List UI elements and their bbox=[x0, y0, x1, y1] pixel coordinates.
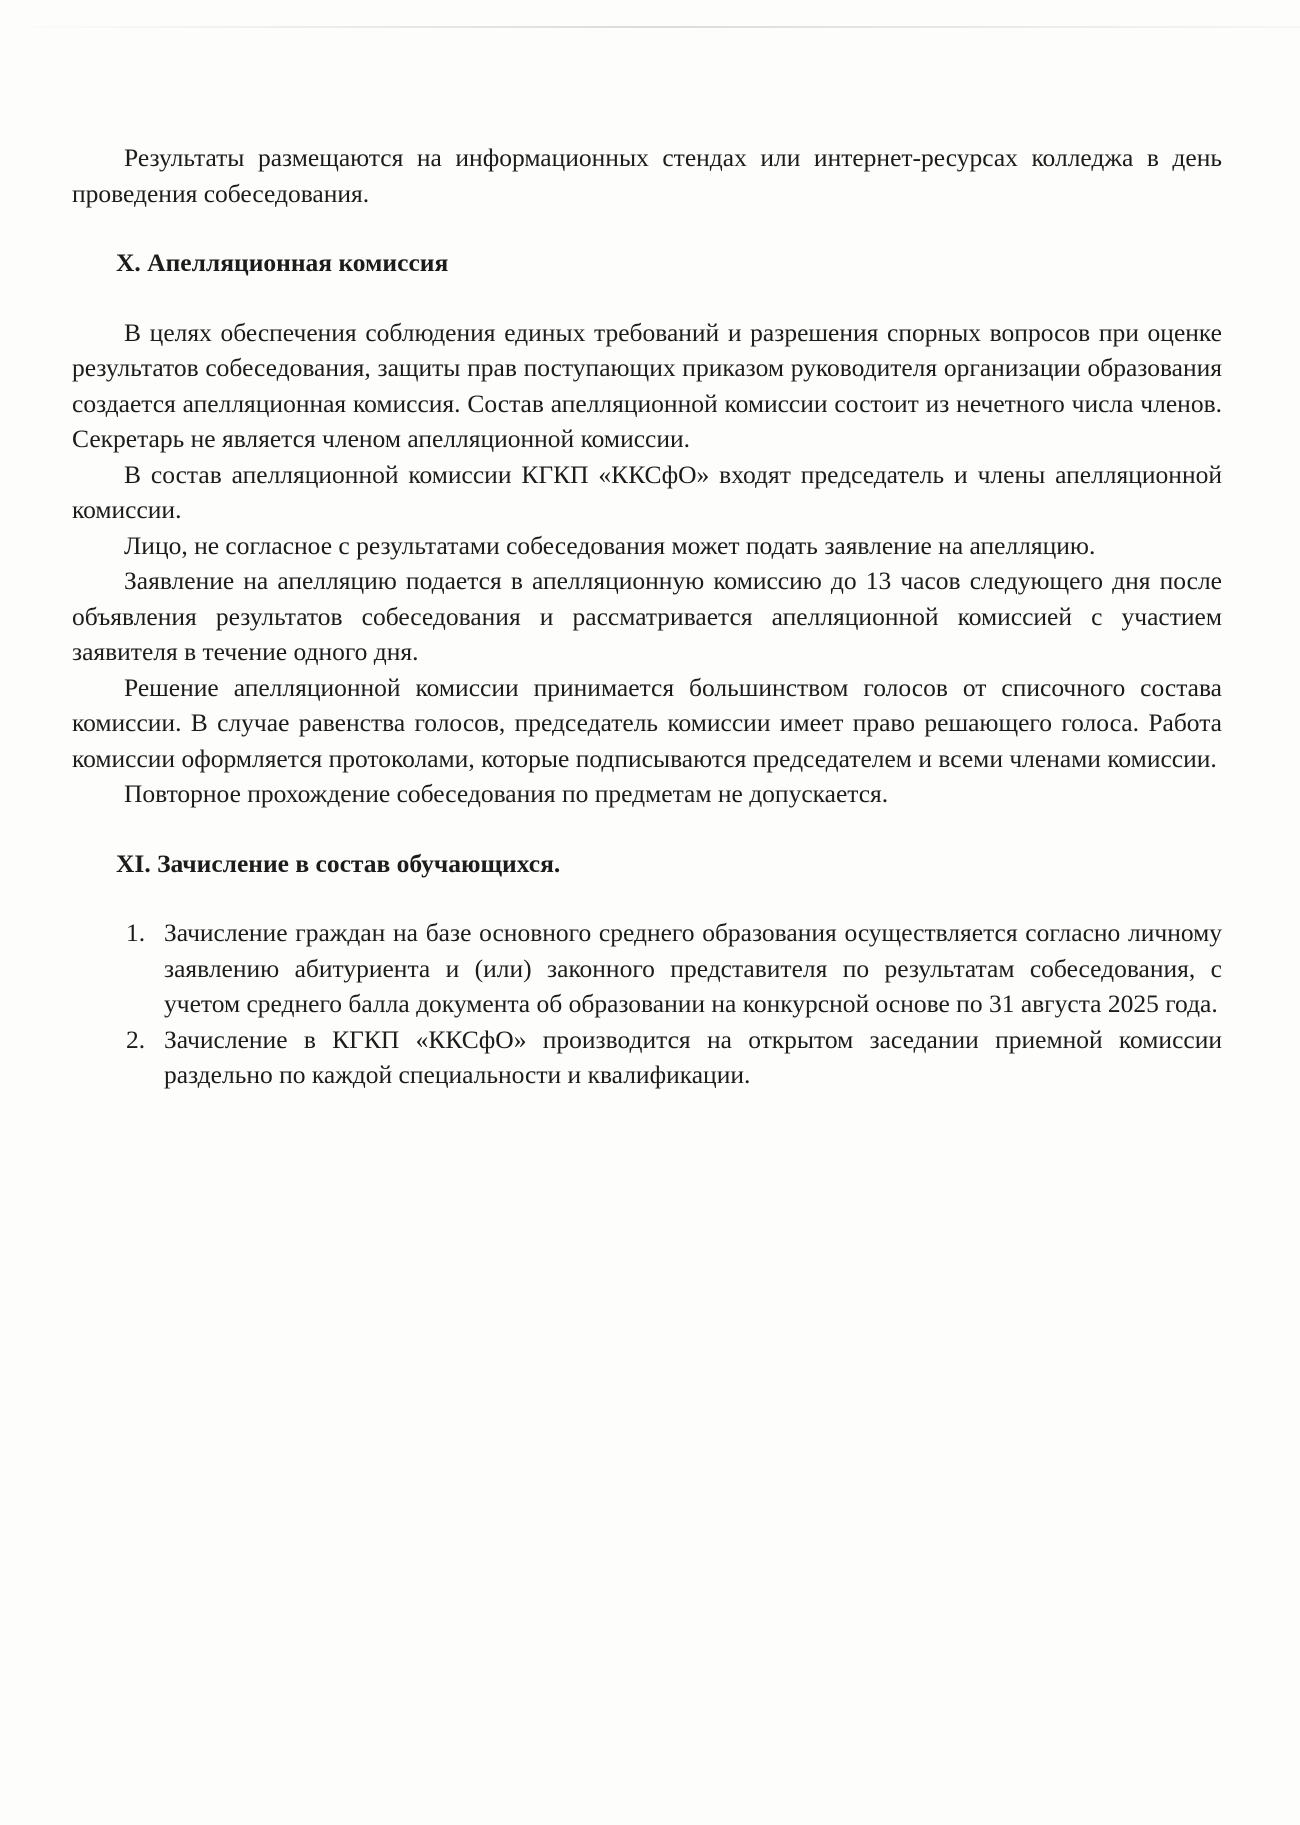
section-heading-appeal: X. Апелляционная комиссия bbox=[116, 248, 449, 277]
list-item-text: Зачисление граждан на базе основного среднего образования осуществляется согласно личному заявлению абитуриента и (или) законного представителя по результатам собеседования, с учетом среднего балла документа об образовании на конкурсной основе по 31 августа 2025 года. bbox=[164, 918, 1222, 1018]
appeal-paragraph: В целях обеспечения соблюдения единых требований и разрешения спорных вопросов при оценке результатов собеседования, защиты прав поступающих приказом руководителя организации образования создается апелляционная комиссия. Состав апелляционной комиссии состоит из нечетного числа членов. Секретарь не является членом апелляционной комиссии. bbox=[72, 317, 1222, 453]
section-heading-enrollment: XI. Зачисление в состав обучающихся. bbox=[116, 848, 561, 878]
scan-edge bbox=[0, 26, 1300, 28]
list-item-text: Зачисление в КГКП «ККСфО» производится на открытом заседании приемной комиссии раздельно по каждой специальности и квалификации. bbox=[164, 1024, 1222, 1089]
appeal-paragraph: Заявление на апелляцию подается в апелляционную комиссию до 13 часов следующего дня после объявления результатов собеседования и рассматривается апелляционной комиссией с участием заявителя в течение одного дня. bbox=[72, 566, 1222, 666]
list-item-number: 1. bbox=[126, 918, 146, 947]
enrollment-list bbox=[72, 915, 1222, 1093]
appeal-paragraph: В состав апелляционной комиссии КГКП «ККСфО» входят председатель и члены апелляционной комиссии. bbox=[72, 459, 1222, 524]
list-item-number: 2. bbox=[126, 1024, 146, 1054]
list-item bbox=[126, 915, 1222, 1022]
intro-paragraph: Результаты размещаются на информационных стендах или интернет-ресурсах колледжа в день проведения собеседования. bbox=[72, 143, 1222, 208]
appeal-paragraph: Лицо, не согласное с результатами собеседования может подать заявление на апелляцию. bbox=[124, 530, 1096, 560]
appeal-paragraph: Решение апелляционной комиссии принимается большинством голосов от списочного состава комиссии. В случае равенства голосов, председатель комиссии имеет право решающего голоса. Работа комиссии оформляется протоколами, которые подписываются председателем и всеми членами комиссии. bbox=[72, 672, 1222, 773]
list-item bbox=[126, 1022, 1222, 1093]
document-body bbox=[72, 140, 1222, 1093]
appeal-paragraph: Повторное прохождение собеседования по предметам не допускается. bbox=[124, 779, 889, 808]
